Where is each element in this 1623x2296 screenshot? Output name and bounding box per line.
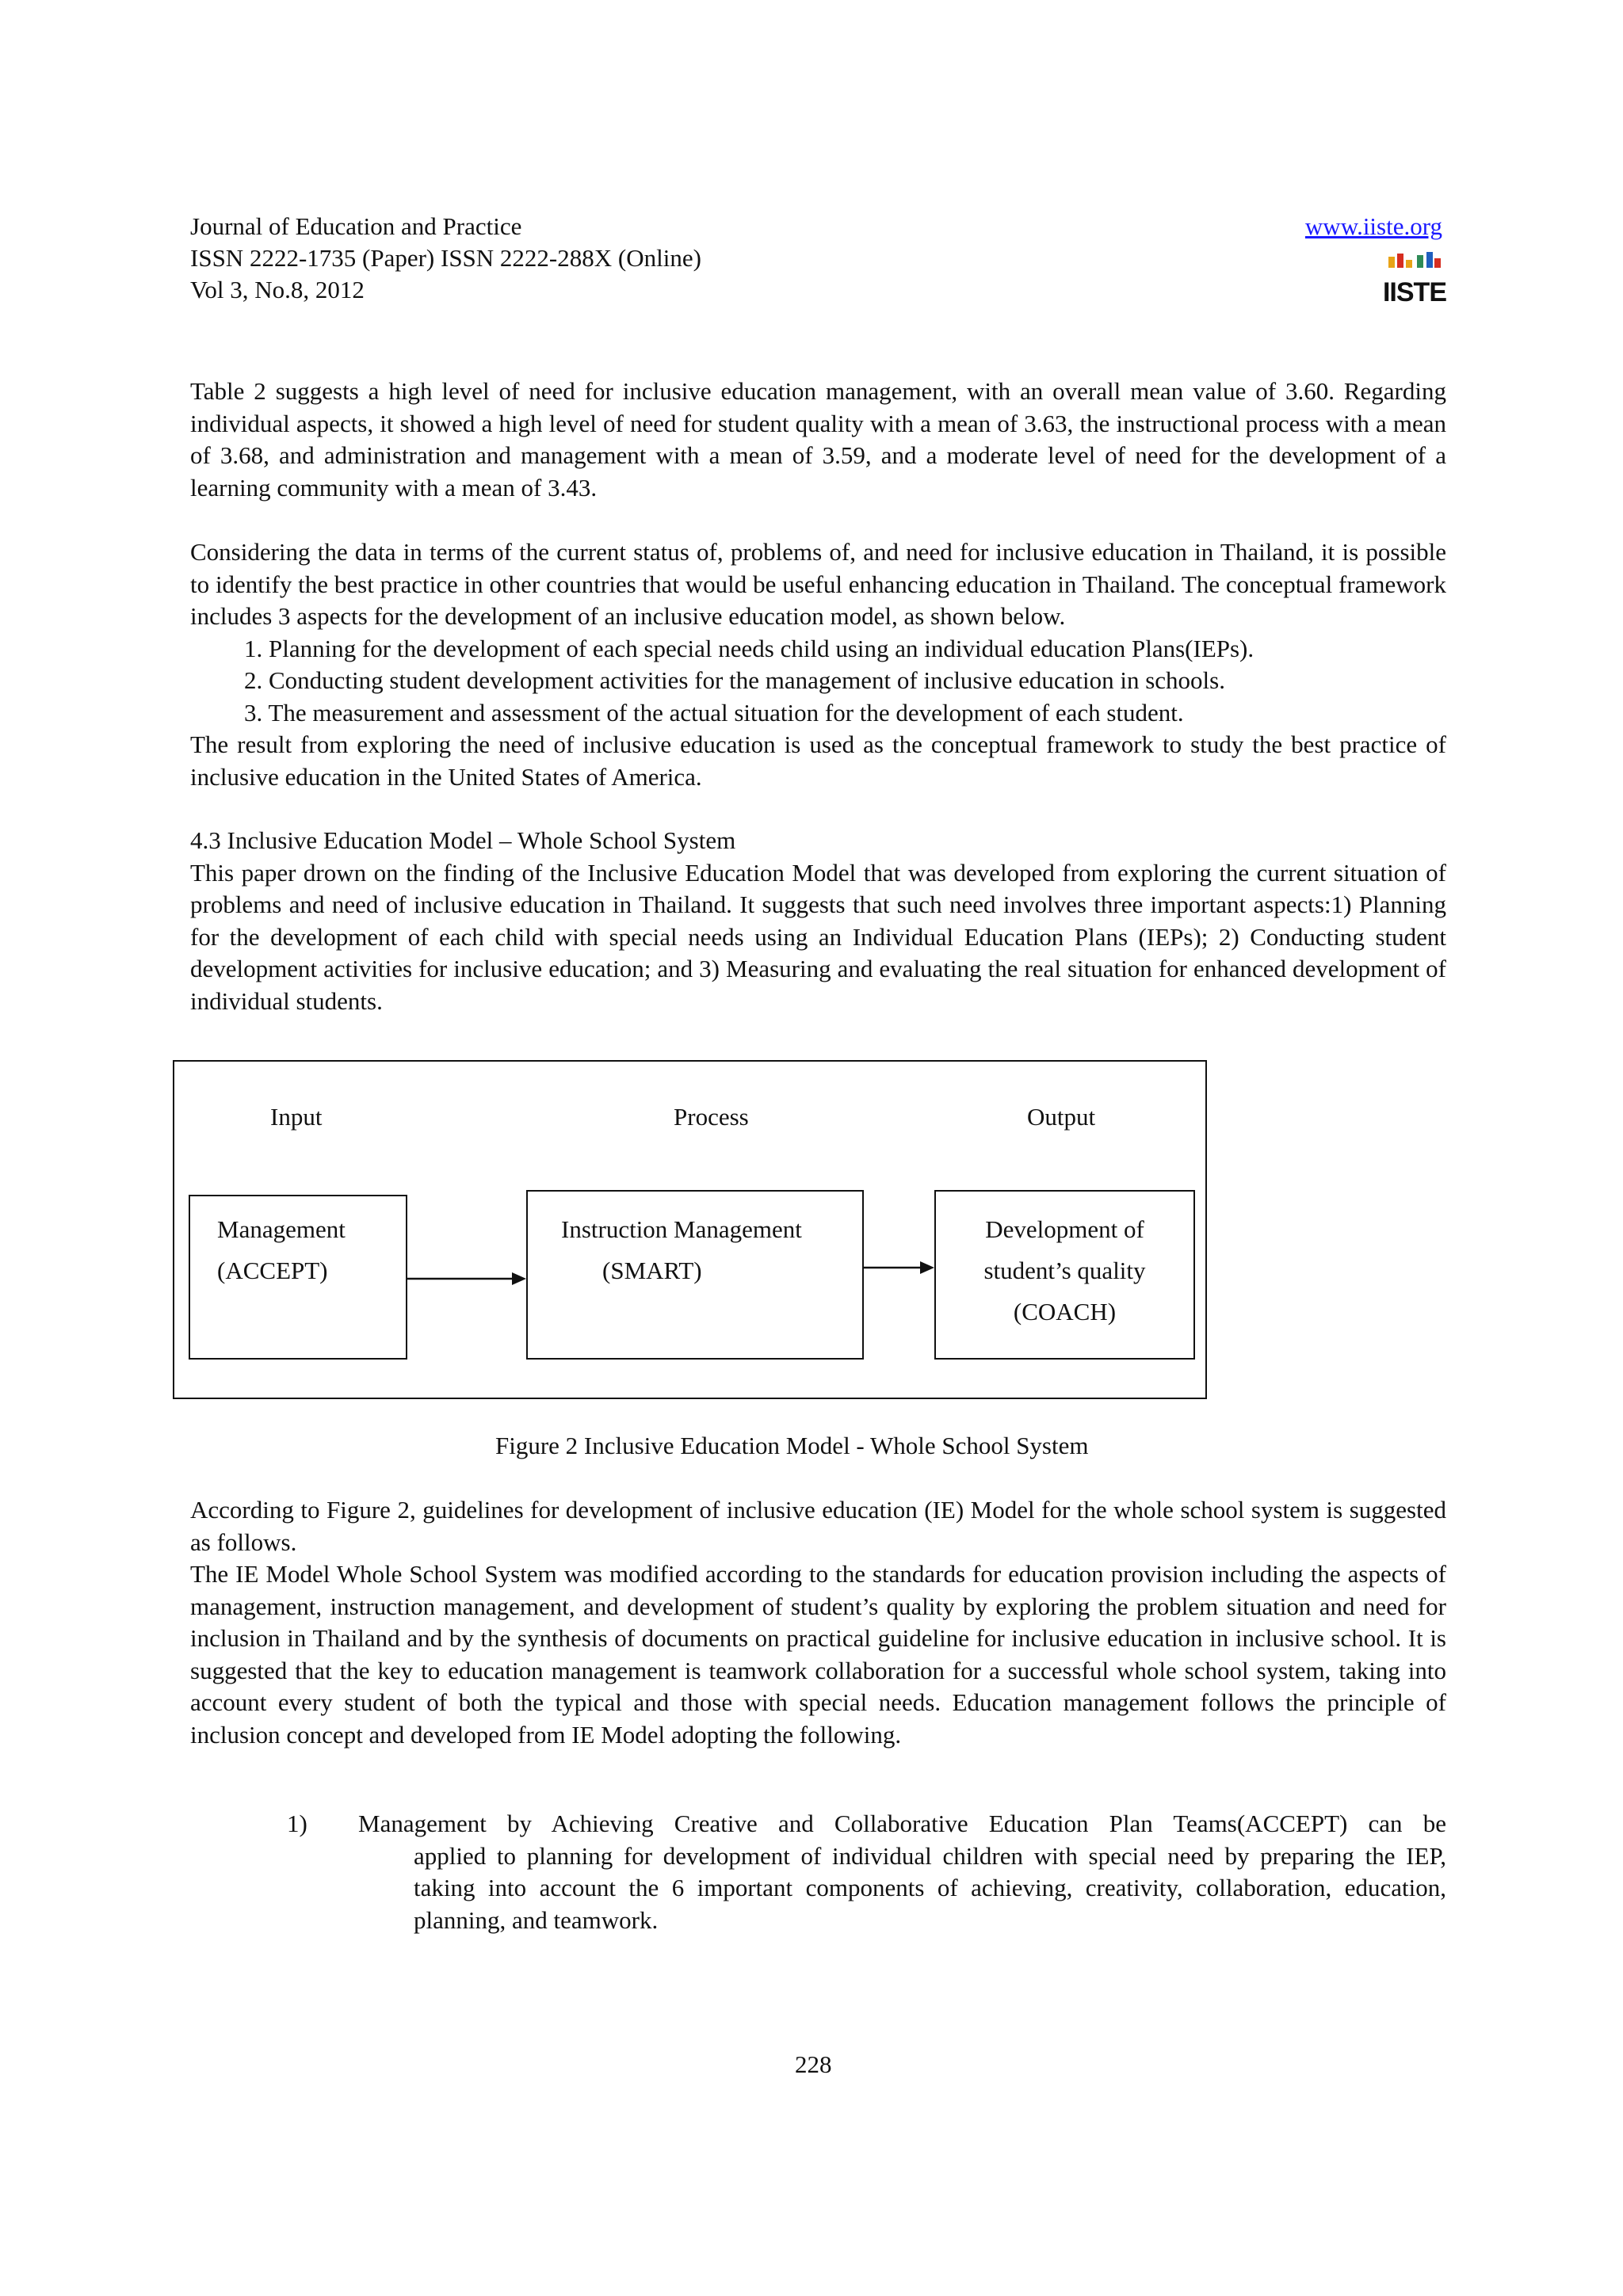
website-link[interactable]: www.iiste.org xyxy=(1304,212,1442,240)
journal-volume: Vol 3, No.8, 2012 xyxy=(190,276,365,303)
paragraph-model-intro: This paper drown on the finding of the Inclusive Education Model that was developed from exploring the current situation of problems and need of inclusive education in Thailand. It suggests that such need involves three important aspects:1) Planning for the development of each child with special needs using an Individual Education Plans (IEPs); 2) Conducting student development activities for inclusive education; and 3) Measuring and evaluating the real situation for enhanced development of individual students. xyxy=(190,858,1446,1015)
box-instruction-line1: Instruction Management xyxy=(561,1215,802,1243)
paragraph-ie-model: The IE Model Whole School System was modified according to the standards for education provision including the aspects of management, instruction management, and development of student’s quality by exploring the problem situation and need for inclusion in Thailand and by the synthesis of documents on practical guideline for inclusive education in inclusive school. It is suggested that the key to education management is teamwork collaboration for a successful whole school system, taking into account every student of both the typical and those with special needs. Education management follows the principle of inclusion concept and developed from IE Model adopting the following. xyxy=(190,1560,1446,1749)
numbered-item-first-line: Management by Achieving Creative and Collaborative Education Plan Teams(ACCEPT) can be xyxy=(358,1810,1446,1837)
list-item-2: 2. Conducting student development activities for the management of inclusive education in schools. xyxy=(244,666,1225,694)
page-number: 228 xyxy=(795,2050,832,2078)
figure-caption: Figure 2 Inclusive Education Model - Whole School System xyxy=(495,1432,1089,1459)
section-heading: 4.3 Inclusive Education Model – Whole School System xyxy=(190,826,736,854)
paragraph-guidelines xyxy=(190,1494,1446,1751)
numbered-item-marker: 1) xyxy=(287,1810,307,1837)
figure-label-process: Process xyxy=(674,1103,749,1131)
figure-label-input: Input xyxy=(270,1103,323,1131)
box-development-line1: Development of xyxy=(985,1215,1144,1243)
box-management-line1: Management xyxy=(217,1215,346,1243)
paragraph-guidelines-intro: According to Figure 2, guidelines for development of inclusive education (IE) Model for the whole school system is suggested as follows. xyxy=(190,1496,1446,1556)
box-development-line2: student’s quality xyxy=(983,1257,1146,1284)
paragraph-framework-result: The result from exploring the need of inclusive education is used as the conceptual framework to study the best practice of inclusive education in the United States of America. xyxy=(190,730,1446,791)
journal-title: Journal of Education and Practice xyxy=(190,212,522,240)
numbered-item-continuation: applied to planning for development of individual children with special need by preparing the IEP, taking into account the 6 important components of achieving, creativity, collaboration, education, planning, and teamwork. xyxy=(414,1841,1446,1934)
arrow-process-to-output xyxy=(864,1261,934,1274)
paragraph-table2-summary: Table 2 suggests a high level of need for inclusive education management, with an overall mean value of 3.60. Regarding individual aspects, it showed a high level of need for student quality with a mean of 3.63, the instructional process with a mean of 3.68, and administration and management with a mean of 3.59, and a moderate level of need for the development of a learning community with a mean of 3.43. xyxy=(190,377,1446,502)
box-development-line3: (COACH) xyxy=(1013,1298,1117,1325)
svg-text:IISTE: IISTE xyxy=(1382,277,1447,307)
list-item-1: 1. Planning for the development of each special needs child using an individual education Plans(IEPs). xyxy=(244,634,1254,662)
box-instruction-line2: (SMART) xyxy=(602,1257,702,1284)
journal-issn: ISSN 2222-1735 (Paper) ISSN 2222-288X (Online) xyxy=(190,244,701,272)
arrow-input-to-process xyxy=(407,1272,526,1285)
paragraph-framework-intro: Considering the data in terms of the current status of, problems of, and need for inclusive education in Thailand, it is possible to identify the best practice in other countries that would be useful enhancing education in Thailand. The conceptual framework includes 3 aspects for the development of an inclusive education model, as shown below. xyxy=(190,538,1446,630)
figure-label-output: Output xyxy=(1027,1103,1096,1131)
box-management-line2: (ACCEPT) xyxy=(217,1257,328,1284)
list-item-3: 3. The measurement and assessment of the actual situation for the development of each student. xyxy=(244,698,1184,727)
